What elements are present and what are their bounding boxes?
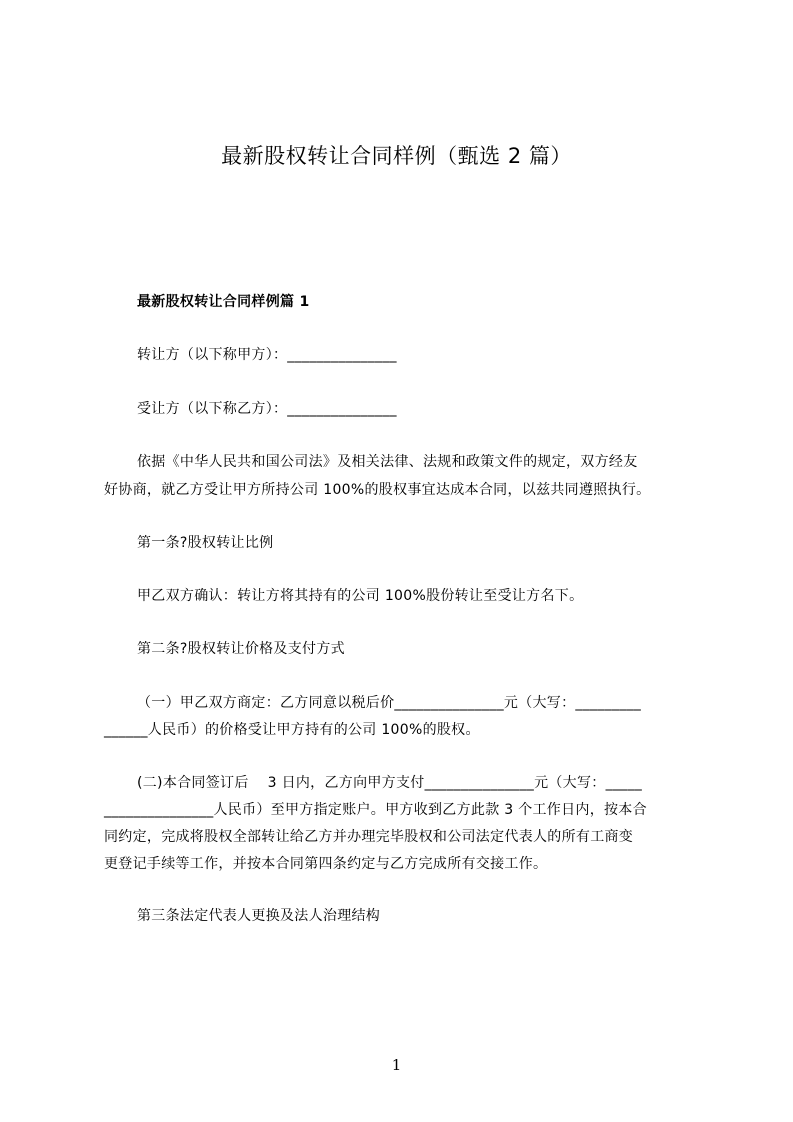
article2-clause2-line-1: (二)本合同签订后 3 日内，乙方向甲方支付_______________元（大写：_____	[137, 775, 643, 791]
article3-heading: 第三条法定代表人更换及法人治理结构	[137, 908, 381, 924]
preamble-line-2: 好协商，就乙方受让甲方所持公司 100%的股权事宜达成本合同，以兹共同遵照执行。	[104, 482, 651, 498]
article1-text: 甲乙双方确认：转让方将其持有的公司 100%股份转让至受让方名下。	[137, 588, 584, 604]
article2-clause1-line-1: （一）甲乙双方商定：乙方同意以税后价_______________元（大写：_________	[137, 695, 642, 711]
article2-heading: 第二条?股权转让价格及支付方式	[137, 641, 345, 657]
section-heading: 最新股权转让合同样例篇 1	[137, 294, 310, 310]
article2-clause2-line-4: 更登记手续等工作，并按本合同第四条约定与乙方完成所有交接工作。	[104, 856, 548, 872]
article2-clause2-line-3: 同约定，完成将股权全部转让给乙方并办理完毕股权和公司法定代表人的所有工商变	[104, 829, 634, 845]
transferor-line: 转让方（以下称甲方）：_______________	[137, 347, 397, 363]
article2-clause2-line-2: _______________人民币）至甲方指定账户。甲方收到乙方此款 3 个工作日内，按本合	[104, 802, 647, 818]
page-number: 1	[391, 1056, 402, 1074]
article1-heading: 第一条?股权转让比例	[137, 535, 274, 551]
document-title: 最新股权转让合同样例（甄选 2 篇）	[221, 144, 572, 168]
transferee-line: 受让方（以下称乙方）：_______________	[137, 401, 397, 417]
article2-clause1-line-2: ______人民币）的价格受让甲方持有的公司 100%的股权。	[104, 722, 480, 738]
preamble-line-1: 依据《中华人民共和国公司法》及相关法律、法规和政策文件的规定，双方经友	[137, 454, 638, 470]
